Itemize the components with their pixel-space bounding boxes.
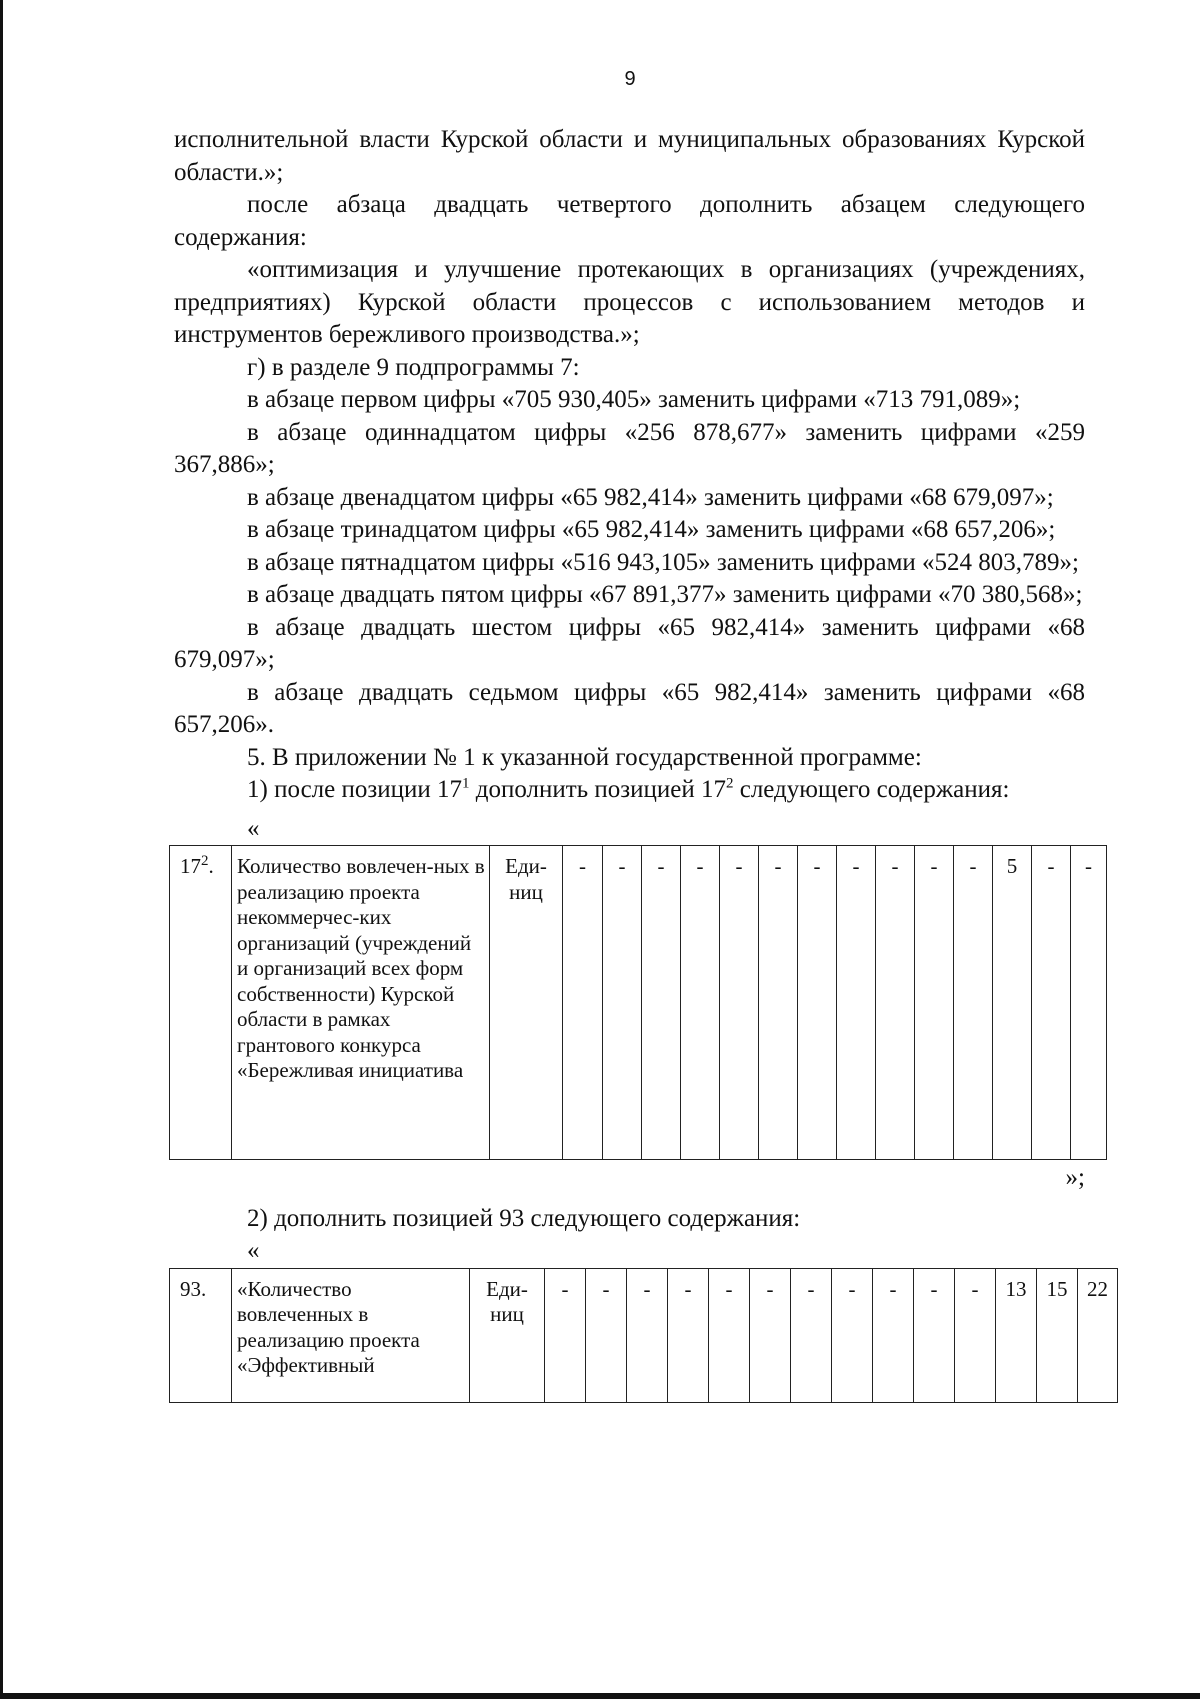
value-cell: - <box>798 846 837 1160</box>
scan-edge-left <box>0 0 3 1699</box>
paragraph-replace-25: в абзаце двадцать пятом цифры «67 891,377» заменить цифрами «70 380,568»; <box>247 581 1083 608</box>
value-cell: - <box>954 846 993 1160</box>
value-cell: - <box>837 846 876 1160</box>
value-cell: 15 <box>1037 1268 1078 1402</box>
position-93-table <box>169 1268 1118 1403</box>
position-number-dot: . <box>208 854 214 878</box>
paragraph-appendix-1: 5. В приложении № 1 к указанной государственной программе: <box>247 743 922 771</box>
value-cell: - <box>873 1268 914 1402</box>
paragraph-item-2: 2) дополнить позицией 93 следующего содержания: <box>247 1204 801 1232</box>
item1-sup-a: 1 <box>462 775 470 792</box>
value-cell: - <box>668 1268 709 1402</box>
value-cell: - <box>563 846 603 1160</box>
value-cell: - <box>1032 846 1071 1160</box>
paragraph-replace-15: в абзаце пятнадцатом цифры «516 943,105» заменить цифрами «524 803,789»; <box>247 548 1080 576</box>
value-cell: - <box>681 846 720 1160</box>
value-cell: - <box>642 846 681 1160</box>
table2-quote-open: « <box>247 1237 260 1264</box>
position-number: 17 <box>180 854 201 878</box>
value-cell: - <box>955 1268 996 1402</box>
position-number-sup: 2 <box>201 853 209 869</box>
value-cell: - <box>720 846 759 1160</box>
table1-quote-close: »; <box>1065 1164 1085 1191</box>
value-cell: - <box>1071 846 1107 1160</box>
unit-cell: Еди-ниц <box>470 1268 545 1402</box>
item1-text-a: 1) после позиции 17 <box>247 776 463 803</box>
paragraph-replace-11: в абзаце одиннадцатом цифры «256 878,677» заменить цифрами «259 367,886»; <box>174 418 1085 478</box>
paragraph-replace-26: в абзаце двадцать шестом цифры «65 982,414» заменить цифрами «68 679,097»; <box>174 613 1085 673</box>
page-number: 9 <box>624 68 636 90</box>
indicator-name-cell: Количество вовлечен-ных в реализацию проекта некоммерчес-ких организаций (учреждений и организаций всех форм собственности) Курской области в рамках грантового конкурса «Бережливая инициатива <box>232 846 490 1160</box>
value-cell: - <box>876 846 915 1160</box>
value-cell: - <box>915 846 954 1160</box>
table-row <box>170 846 1107 1160</box>
value-cell: - <box>586 1268 627 1402</box>
paragraph-continuation: исполнительной власти Курской области и муниципальных образованиях Курской области.»; <box>174 126 1085 186</box>
value-cell: 22 <box>1078 1268 1118 1402</box>
paragraph-item-1 <box>174 774 1085 807</box>
value-cell: - <box>832 1268 873 1402</box>
table1-quote-open: « <box>247 814 260 842</box>
paragraph-replace-1: в абзаце первом цифры «705 930,405» заменить цифрами «713 791,089»; <box>247 386 1021 413</box>
unit-cell: Еди-ниц <box>490 846 563 1160</box>
table-row <box>170 1268 1118 1402</box>
value-cell: - <box>627 1268 668 1402</box>
value-cell: - <box>603 846 642 1160</box>
position-number-cell <box>170 846 232 1160</box>
position-17-2-table <box>169 845 1107 1160</box>
value-cell: - <box>750 1268 791 1402</box>
paragraph-section-9: г) в разделе 9 подпрограммы 7: <box>247 353 580 381</box>
indicator-name-cell: «Количество вовлеченных в реализацию проекта «Эффективный <box>232 1268 470 1402</box>
value-cell: 5 <box>993 846 1032 1160</box>
paragraph-optimization: «оптимизация и улучшение протекающих в организациях (учреждениях, предприятиях) Курской области процессов с использованием методов и инструментов бережливого производства.»; <box>174 256 1085 348</box>
item1-sup-b: 2 <box>725 775 734 792</box>
value-cell: - <box>791 1268 832 1402</box>
value-cell: 13 <box>996 1268 1037 1402</box>
paragraph-replace-27: в абзаце двадцать седьмом цифры «65 982,414» заменить цифрами «68 657,206». <box>174 678 1085 738</box>
value-cell: - <box>709 1268 750 1402</box>
value-cell: - <box>759 846 798 1160</box>
scan-edge-bottom <box>0 1693 1200 1699</box>
paragraph-replace-13: в абзаце тринадцатом цифры «65 982,414» заменить цифрами «68 657,206»; <box>247 516 1056 543</box>
value-cell: - <box>545 1268 586 1402</box>
document-body <box>174 124 1108 1403</box>
item1-text-c: следующего содержания: <box>733 776 1010 803</box>
value-cell: - <box>914 1268 955 1402</box>
paragraph-replace-12: в абзаце двенадцатом цифры «65 982,414» заменить цифрами «68 679,097»; <box>247 483 1054 511</box>
paragraph-after-24: после абзаца двадцать четвертого дополнить абзацем следующего содержания: <box>174 191 1085 251</box>
item1-text-b: дополнить позицией 17 <box>469 776 726 803</box>
position-number-cell: 93. <box>170 1268 232 1402</box>
